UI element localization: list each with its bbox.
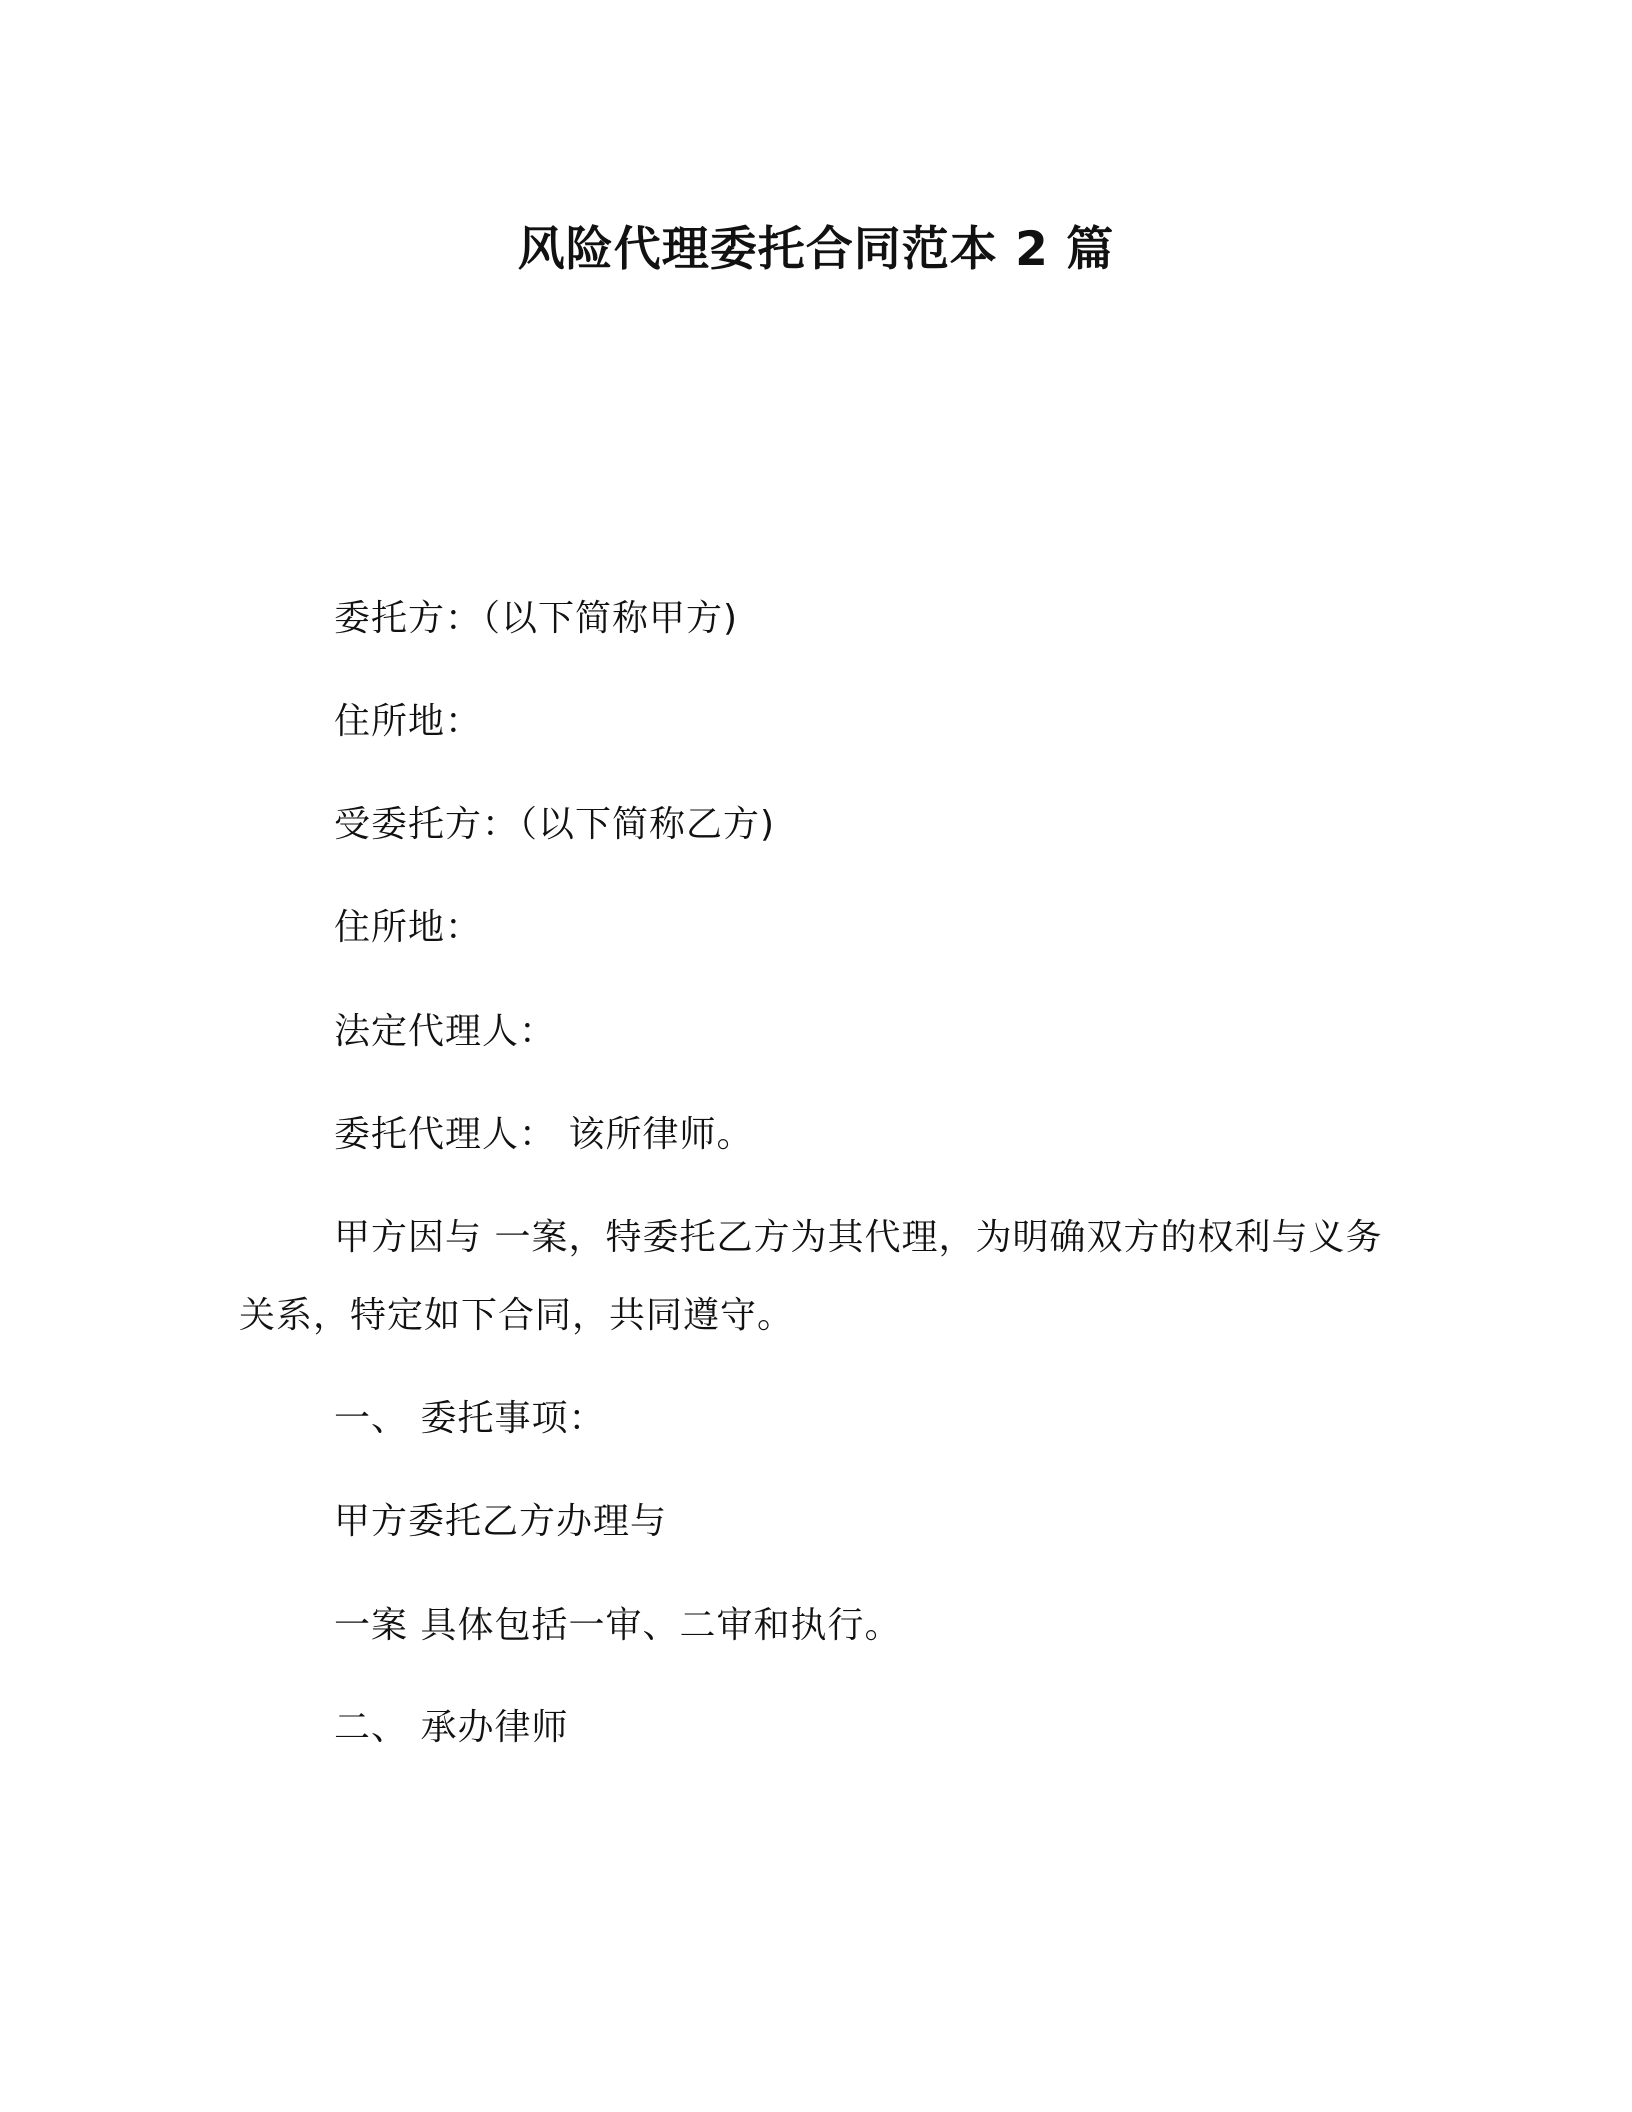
agent-address-line: 住所地： — [334, 907, 483, 948]
client-line: 委托方：（以下简称甲方) — [334, 598, 739, 639]
document-title: 风险代理委托合同范本 2 篇 — [517, 222, 1115, 277]
paragraph-intro-line-2: 关系，特定如下合同，共同遵守。 — [239, 1295, 795, 1336]
section-1-text-line-1: 甲方委托乙方办理与 — [334, 1501, 668, 1542]
paragraph-intro-line-1: 甲方因与 一案，特委托乙方为其代理，为明确双方的权利与义务 — [334, 1217, 1383, 1258]
entrusted-agent-line: 委托代理人： 该所律师。 — [334, 1114, 754, 1155]
section-heading-2: 二、 承办律师 — [334, 1707, 569, 1748]
client-address-line: 住所地： — [334, 701, 483, 742]
agent-line: 受委托方：（以下简称乙方) — [334, 804, 776, 845]
section-1-text-line-2: 一案 具体包括一审、二审和执行。 — [334, 1605, 902, 1646]
section-heading-1: 一、 委托事项： — [334, 1398, 606, 1439]
legal-representative-line: 法定代理人： — [334, 1011, 557, 1052]
